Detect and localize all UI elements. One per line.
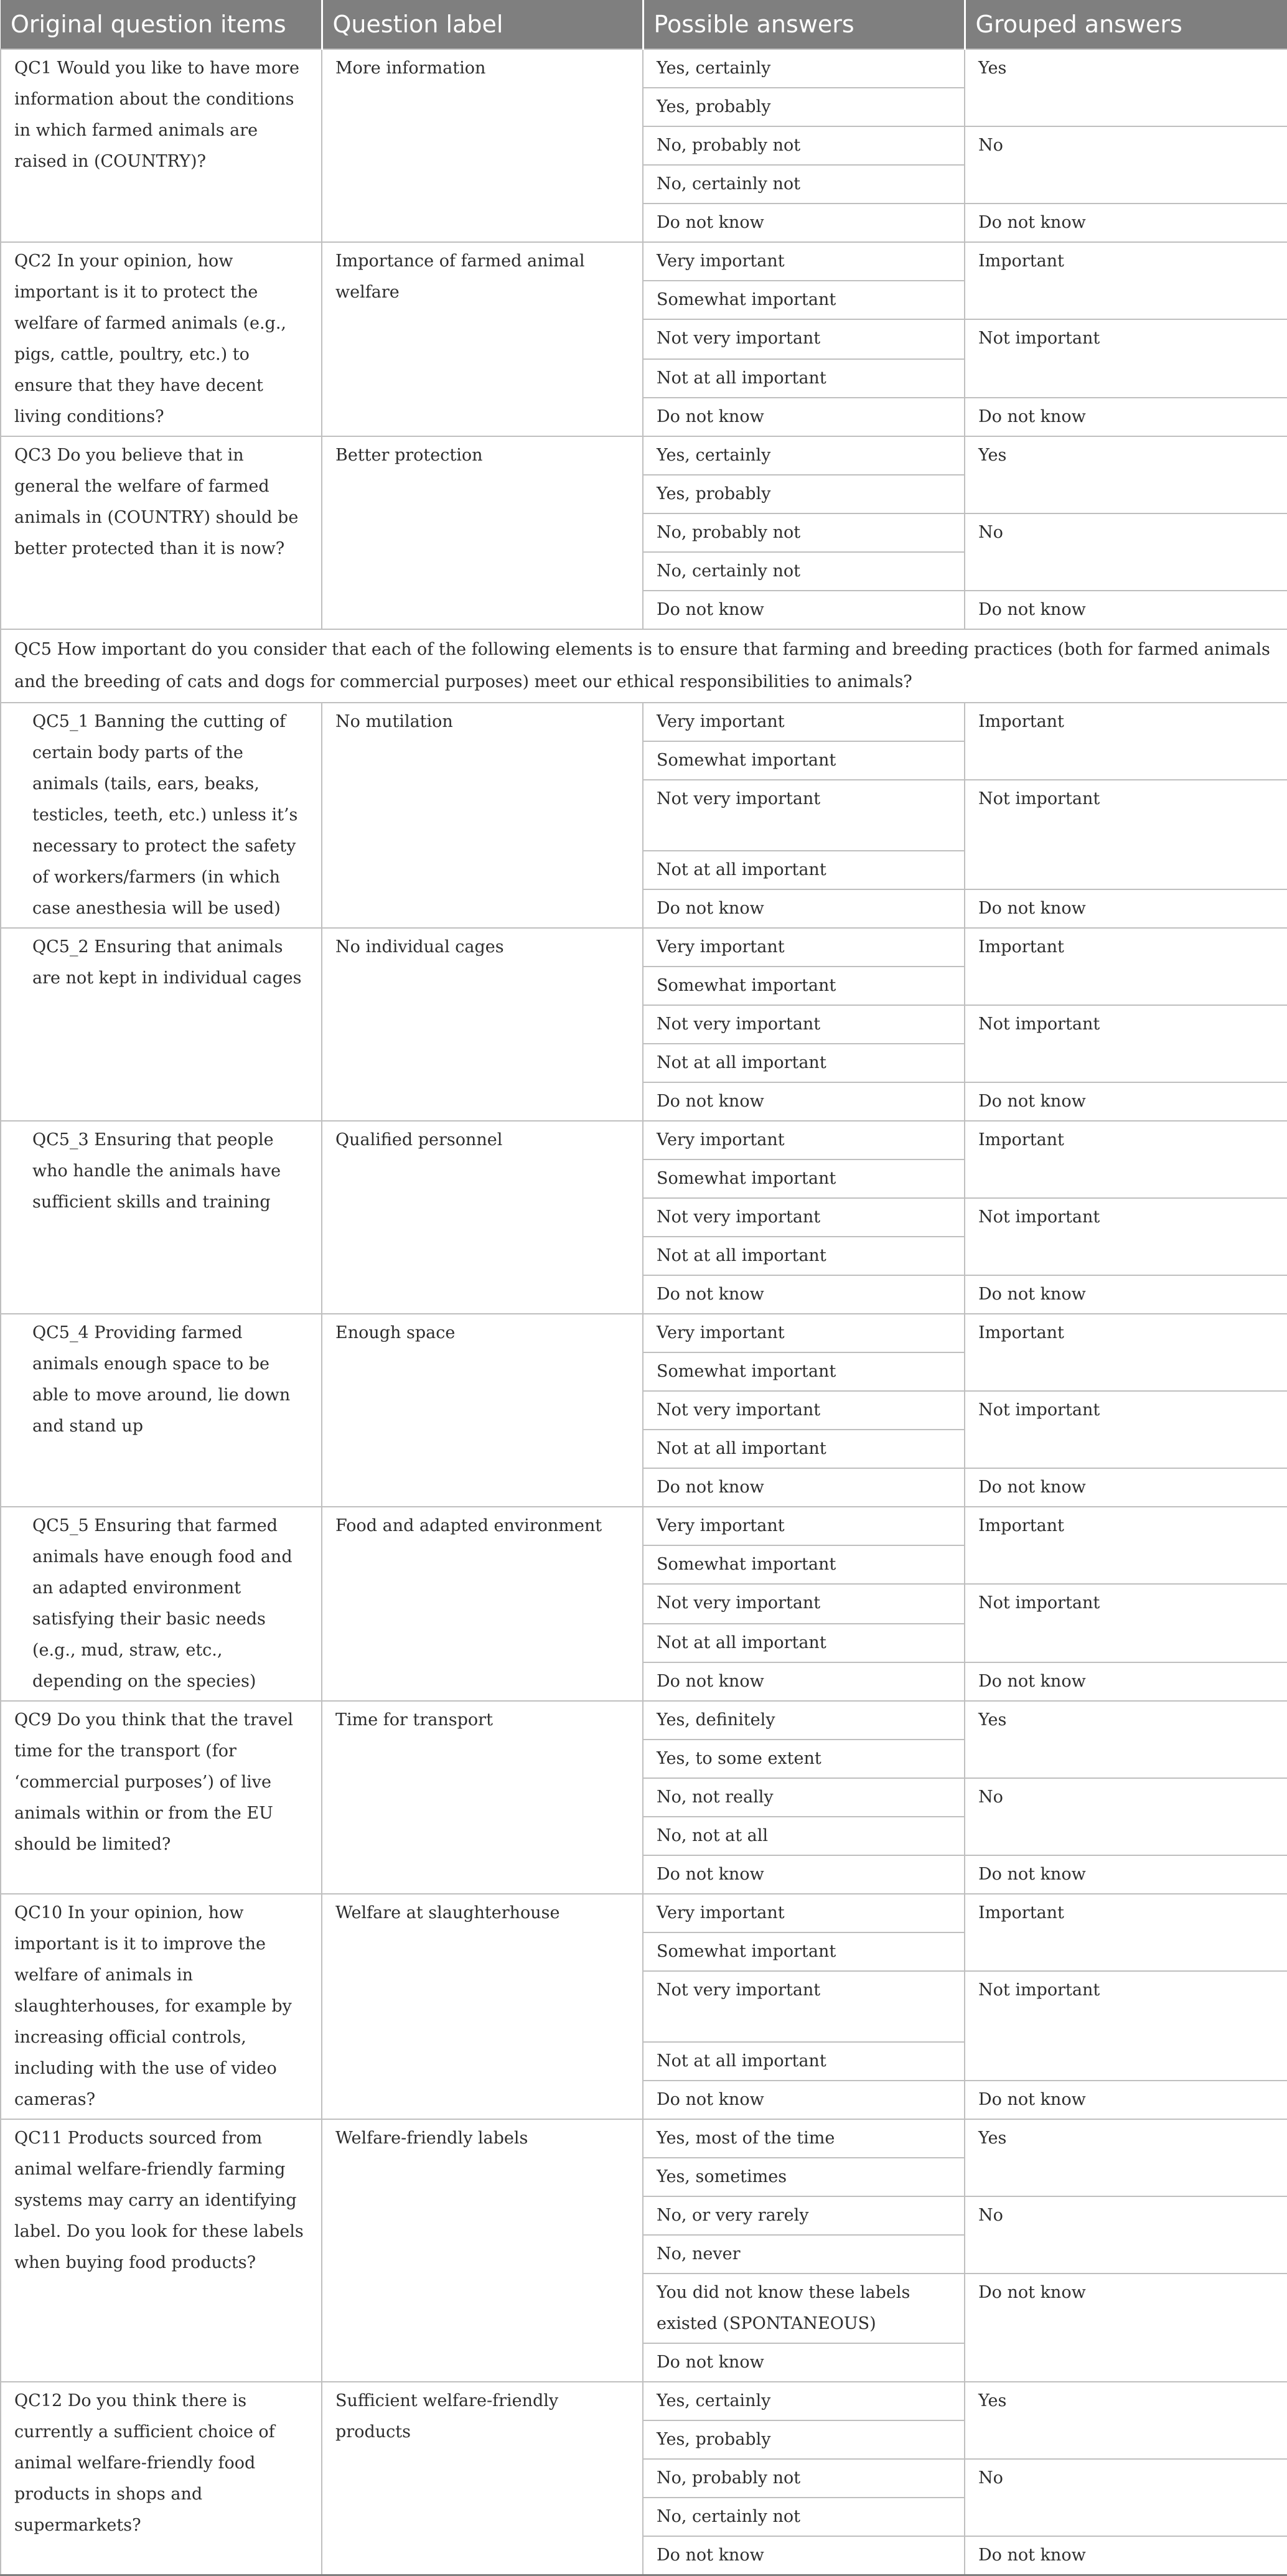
table-row [1, 1507, 1287, 1545]
possible-answer: No, never [643, 2235, 965, 2274]
possible-answer: No, not at all [643, 1817, 965, 1855]
possible-answer: Do not know [643, 204, 965, 242]
possible-answer: No, certainly not [643, 2498, 965, 2536]
possible-answer: Do not know [643, 2536, 965, 2575]
possible-answer: Yes, certainly [643, 436, 965, 475]
table-row [1, 1701, 1287, 1740]
grouped-answer: No [965, 126, 1287, 204]
table-row [1, 49, 1287, 88]
possible-answer: Somewhat important [643, 1352, 965, 1391]
question-item: QC11 Products sourced from animal welfare-friendly farming systems may carry an identifying label. Do you look for these labels when buying food products? [1, 2119, 322, 2382]
possible-answer: Very important [643, 1314, 965, 1352]
table-row [1, 703, 1287, 741]
possible-answer: Yes, probably [643, 88, 965, 126]
possible-answer: Somewhat important [643, 967, 965, 1005]
possible-answer: Somewhat important [643, 1932, 965, 1971]
question-item: QC5_4 Providing farmed animals enough space to be able to move around, lie down and stand up [1, 1314, 322, 1507]
question-item: QC5_2 Ensuring that animals are not kept in individual cages [1, 928, 322, 1121]
grouped-answer: Do not know [965, 2081, 1287, 2119]
table-row [1, 1121, 1287, 1159]
question-label: Enough space [322, 1314, 643, 1507]
question-label: No individual cages [322, 928, 643, 1121]
grouped-answer: Do not know [965, 2274, 1287, 2382]
grouped-answer: Do not know [965, 1275, 1287, 1314]
possible-answer: Somewhat important [643, 1545, 965, 1584]
possible-answer: No, or very rarely [643, 2196, 965, 2235]
possible-answer: Very important [643, 1507, 965, 1545]
possible-answer: Do not know [643, 1468, 965, 1507]
possible-answer: Not at all important [643, 2042, 965, 2081]
possible-answer: Not at all important [643, 1430, 965, 1468]
possible-answer: Not very important [643, 780, 965, 851]
header-original-question-items: Original question items [1, 0, 322, 49]
grouped-answer: Yes [965, 49, 1287, 126]
possible-answer: Not very important [643, 1391, 965, 1430]
possible-answer: Somewhat important [643, 1159, 965, 1198]
possible-answer: Yes, definitely [643, 1701, 965, 1740]
possible-answer: Not very important [643, 1971, 965, 2042]
grouped-answer: Not important [965, 1391, 1287, 1468]
question-item: QC10 In your opinion, how important is it to improve the welfare of animals in slaughterhouses, for example by increasing official controls, including with the use of video cameras? [1, 1894, 322, 2119]
question-label: Welfare at slaughterhouse [322, 1894, 643, 2119]
question-item: QC3 Do you believe that in general the welfare of farmed animals in (COUNTRY) should be better protected than it is now? [1, 436, 322, 629]
possible-answer: Yes, probably [643, 2420, 965, 2459]
grouped-answer: Do not know [965, 1468, 1287, 1507]
possible-answer: Not very important [643, 1584, 965, 1624]
question-label: Welfare-friendly labels [322, 2119, 643, 2382]
grouped-answer: Do not know [965, 1082, 1287, 1121]
possible-answer: Do not know [643, 1082, 965, 1121]
question-item: QC1 Would you like to have more information about the conditions in which farmed animals are raised in (COUNTRY)? [1, 49, 322, 242]
grouped-answer: Do not know [965, 398, 1287, 436]
grouped-answer: Yes [965, 2119, 1287, 2196]
grouped-answer: Yes [965, 436, 1287, 513]
possible-answer: Not at all important [643, 1044, 965, 1082]
table-row [1, 1314, 1287, 1352]
possible-answer: Do not know [643, 1855, 965, 1894]
possible-answer: No, probably not [643, 513, 965, 552]
possible-answer: Very important [643, 1121, 965, 1159]
possible-answer: Do not know [643, 889, 965, 928]
grouped-answer: Important [965, 1314, 1287, 1391]
grouped-answer: Important [965, 242, 1287, 319]
question-label: More information [322, 49, 643, 242]
grouped-answer: Do not know [965, 204, 1287, 242]
table-row [1, 242, 1287, 281]
question-item: QC5_5 Ensuring that farmed animals have enough food and an adapted environment satisfying their basic needs (e.g., mud, straw, etc., depending on the species) [1, 1507, 322, 1701]
question-label: Qualified personnel [322, 1121, 643, 1314]
possible-answer: Very important [643, 928, 965, 967]
grouped-answer: No [965, 2459, 1287, 2536]
table-row [1, 928, 1287, 967]
possible-answer: No, certainly not [643, 552, 965, 591]
grouped-answer: Not important [965, 780, 1287, 889]
grouped-answer: No [965, 1778, 1287, 1855]
grouped-answer: Important [965, 928, 1287, 1005]
question-label: Importance of farmed animal welfare [322, 242, 643, 436]
grouped-answer: Do not know [965, 889, 1287, 928]
question-label: Better protection [322, 436, 643, 629]
question-label: Sufficient welfare-friendly products [322, 2382, 643, 2575]
grouped-answer: Not important [965, 1584, 1287, 1662]
table-body [1, 49, 1287, 2575]
possible-answer: Not very important [643, 1005, 965, 1044]
possible-answer: Do not know [643, 1275, 965, 1314]
question-item: QC12 Do you think there is currently a sufficient choice of animal welfare-friendly food products in shops and supermarkets? [1, 2382, 322, 2575]
question-item: QC5_3 Ensuring that people who handle the animals have sufficient skills and training [1, 1121, 322, 1314]
possible-answer: Very important [643, 703, 965, 741]
grouped-answer: Yes [965, 1701, 1287, 1778]
possible-answer: You did not know these labels existed (SPONTANEOUS) [643, 2274, 965, 2343]
possible-answer: Yes, certainly [643, 2382, 965, 2420]
table-row [1, 2119, 1287, 2158]
grouped-answer: Not important [965, 319, 1287, 398]
possible-answer: Do not know [643, 591, 965, 629]
grouped-answer: Do not know [965, 2536, 1287, 2575]
grouped-answer: No [965, 513, 1287, 591]
possible-answer: Not at all important [643, 1237, 965, 1275]
grouped-answer: Important [965, 1121, 1287, 1198]
table-row [1, 1894, 1287, 1932]
grouped-answer: Important [965, 703, 1287, 780]
question-item: QC2 In your opinion, how important is it to protect the welfare of farmed animals (e.g., pigs, cattle, poultry, etc.) to ensure that they have decent living conditions? [1, 242, 322, 436]
possible-answer: Somewhat important [643, 281, 965, 319]
question-item: QC5_1 Banning the cutting of certain body parts of the animals (tails, ears, beaks, testicles, teeth, etc.) unless it’s necessary to protect the safety of workers/farmers (in which case anesthesia will be used) [1, 703, 322, 928]
possible-answer: No, probably not [643, 126, 965, 165]
possible-answer: Do not know [643, 1662, 965, 1701]
grouped-answer: Do not know [965, 591, 1287, 629]
table-row [1, 2382, 1287, 2420]
grouped-answer: Not important [965, 1198, 1287, 1275]
possible-answer: Yes, certainly [643, 49, 965, 88]
header-grouped-answers: Grouped answers [965, 0, 1287, 49]
section-row [1, 629, 1287, 703]
grouped-answer: Do not know [965, 1662, 1287, 1701]
table-row [1, 436, 1287, 475]
possible-answer: Do not know [643, 398, 965, 436]
question-label: Food and adapted environment [322, 1507, 643, 1701]
grouped-answer: Important [965, 1507, 1287, 1584]
header-row [1, 0, 1287, 49]
possible-answer: Yes, to some extent [643, 1740, 965, 1778]
possible-answer: Do not know [643, 2343, 965, 2382]
grouped-answer: Yes [965, 2382, 1287, 2459]
possible-answer: Yes, sometimes [643, 2158, 965, 2196]
possible-answer: Not at all important [643, 1624, 965, 1662]
grouped-answer: No [965, 2196, 1287, 2274]
possible-answer: No, certainly not [643, 165, 965, 204]
possible-answer: Not very important [643, 319, 965, 359]
header-question-label: Question label [322, 0, 643, 49]
possible-answer: No, probably not [643, 2459, 965, 2498]
grouped-answer: Not important [965, 1971, 1287, 2081]
possible-answer: Not at all important [643, 359, 965, 398]
possible-answer: Yes, probably [643, 475, 965, 513]
question-label: No mutilation [322, 703, 643, 928]
question-label: Time for transport [322, 1701, 643, 1894]
possible-answer: Not very important [643, 1198, 965, 1237]
possible-answer: Yes, most of the time [643, 2119, 965, 2158]
grouped-answer: Not important [965, 1005, 1287, 1082]
possible-answer: Do not know [643, 2081, 965, 2119]
grouped-answer: Important [965, 1894, 1287, 1971]
possible-answer: No, not really [643, 1778, 965, 1817]
section-question-text: QC5 How important do you consider that each of the following elements is to ensure that farming and breeding practices (both for farmed animals and the breeding of cats and dogs for commercial purposes) meet our ethical responsibilities to animals? [1, 629, 1287, 703]
possible-answer: Very important [643, 242, 965, 281]
possible-answer: Very important [643, 1894, 965, 1932]
grouped-answer: Do not know [965, 1855, 1287, 1894]
question-item: QC9 Do you think that the travel time for the transport (for ‘commercial purposes’) of live animals within or from the EU should be limited? [1, 1701, 322, 1894]
possible-answer: Somewhat important [643, 741, 965, 780]
header-possible-answers: Possible answers [643, 0, 965, 49]
possible-answer: Not at all important [643, 851, 965, 889]
